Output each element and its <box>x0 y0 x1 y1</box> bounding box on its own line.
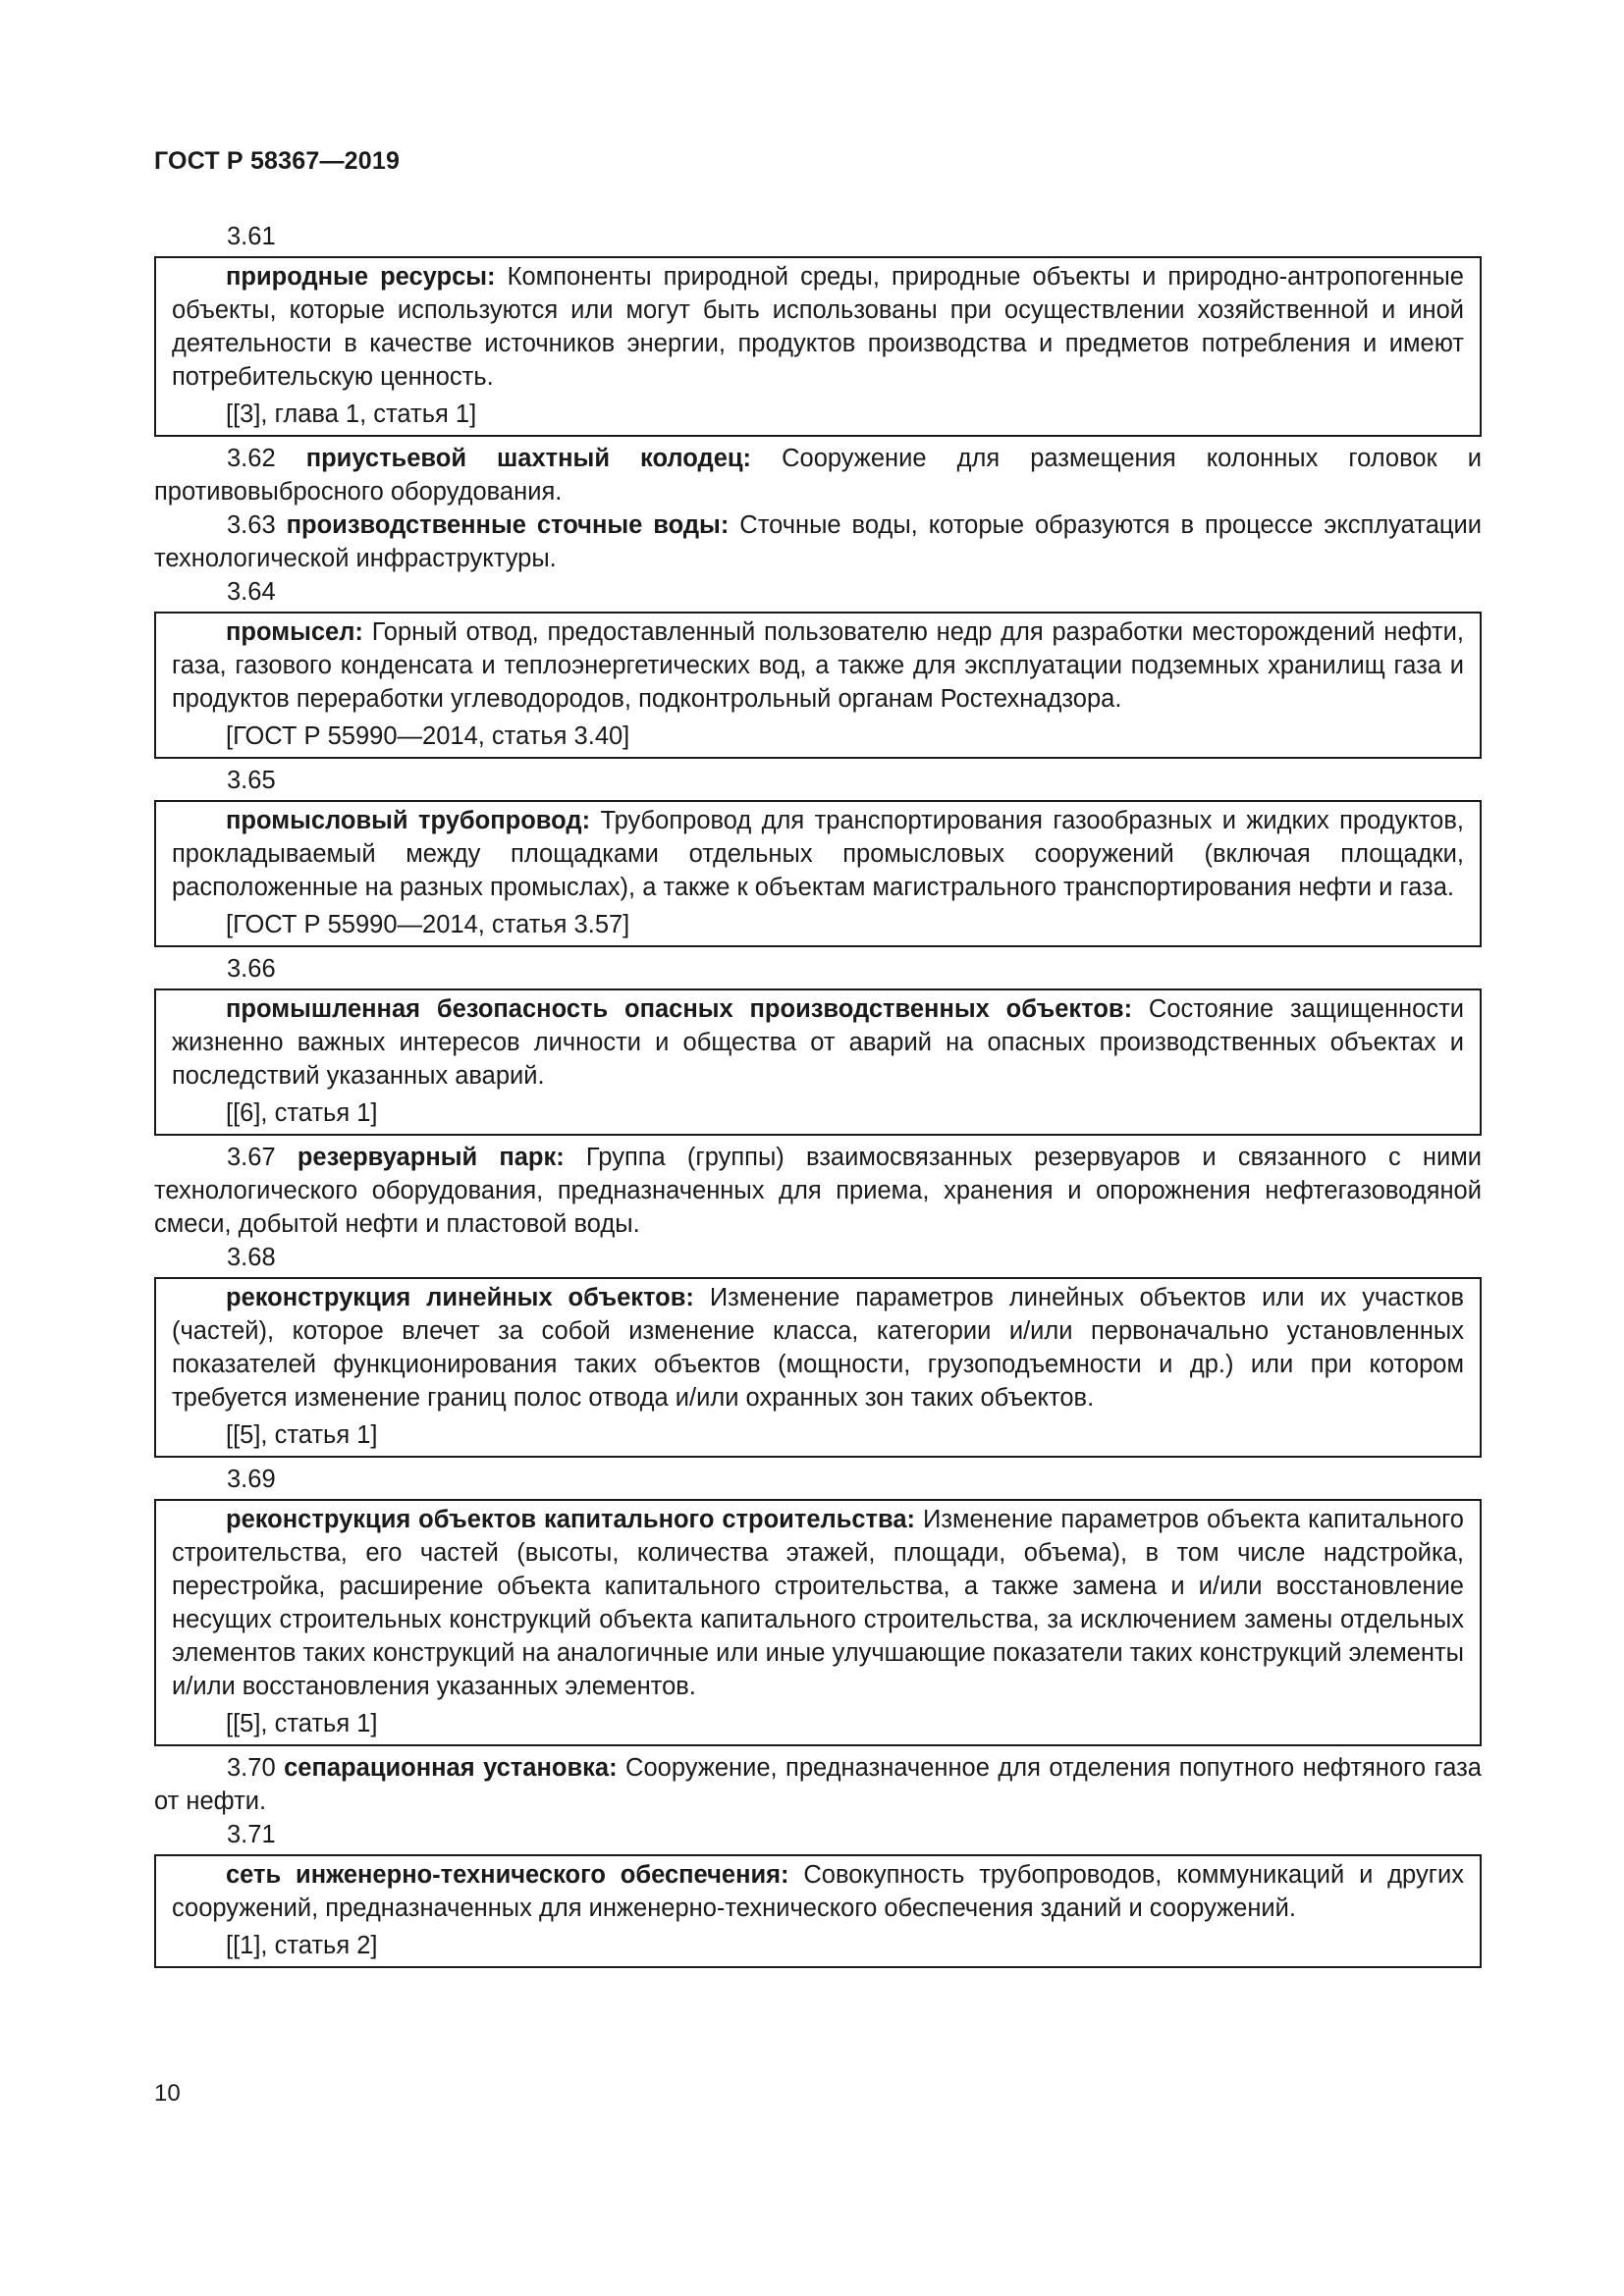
term-box <box>154 256 1482 437</box>
term-box <box>154 1499 1482 1746</box>
term-definition <box>172 260 1464 394</box>
term-paragraph <box>154 1751 1482 1818</box>
term-reference: [[3], глава 1, статья 1] <box>226 400 477 428</box>
entry-number: 3.70 <box>227 1754 276 1782</box>
definition-text: Изменение параметров линейных объектов или их участков (частей), которое влечет за собой изменение класса, категории и/или первоначально установленных показателей функционирования таких объектов (мощности, грузоподъемности и др.) или при котором требуется изменение границ полос отвода и/или охранных зон таких объектов. <box>172 1284 1465 1412</box>
terms-list <box>154 220 1482 1973</box>
term-paragraph <box>154 508 1482 575</box>
entry-number: 3.66 <box>227 955 276 983</box>
term-definition <box>172 804 1464 904</box>
document-header: ГОСТ Р 58367—2019 <box>154 147 401 175</box>
definition-text: Компоненты природной среды, природные объекты и природно-антропогенные объекты, которые используются или могут быть использованы при осуществлении хозяйственной и иной деятельности в качестве источников энергии, продуктов производства и предметов потребления и имеют потребительскую ценность. <box>172 263 1464 391</box>
term-box <box>154 988 1482 1136</box>
term-name: промысел: <box>226 618 363 646</box>
term-definition <box>172 1858 1464 1925</box>
term-name: сепарационная установка: <box>284 1754 618 1782</box>
term-name: промысловый трубопровод: <box>226 807 591 834</box>
entry-number: 3.61 <box>227 223 276 250</box>
term-box <box>154 612 1482 759</box>
definition-text: Совокупность трубопроводов, коммуникаций и других сооружений, предназначенных для инженерно-технического обеспечения зданий и сооружений. <box>172 1861 1464 1922</box>
definition-text: Изменение параметров объекта капитального строительства, его частей (высоты, количества этажей, площади, объема), в том числе надстройка, перестройка, расширение объекта капитального строительства, а также замена и и/или восстановление несущих строительных конструкций объекта капитального строительства, за исключением замены отдельных элементов таких конструкций на аналогичные или иные улучшающие показатели таких конструкций элементы и/или восстановления указанных элементов. <box>172 1506 1464 1700</box>
term-paragraph <box>154 1141 1482 1241</box>
term-name: резервуарный парк: <box>297 1144 565 1171</box>
term-reference: [[5], статья 1] <box>226 1710 378 1737</box>
page-number: 10 <box>154 2080 181 2107</box>
term-definition <box>172 615 1464 716</box>
term-reference: [[6], статья 1] <box>226 1099 378 1127</box>
term-paragraph <box>154 442 1482 508</box>
term-reference: [ГОСТ Р 55990—2014, статья 3.40] <box>226 722 630 750</box>
term-name: сеть инженерно-технического обеспечения: <box>226 1861 789 1889</box>
entry-number: 3.68 <box>227 1244 276 1271</box>
term-name: приустьевой шахтный колодец: <box>305 445 752 472</box>
term-name: производственные сточные воды: <box>286 511 730 539</box>
term-box <box>154 800 1482 947</box>
term-name: природные ресурсы: <box>226 263 496 291</box>
definition-text: Горный отвод, предоставленный пользователю недр для разработки месторождений нефти, газа, газового конденсата и теплоэнергетических вод, а также для эксплуатации подземных хранилищ газа и продуктов переработки углеводородов, подконтрольный органам Ростехнадзора. <box>172 618 1464 713</box>
definition-text: Трубопровод для транспортирования газообразных и жидких продуктов, прокладываемый между площадками отдельных промысловых сооружений (включая площадки, расположенные на разных промыслах), а также к объектам магистрального транспортирования нефти и газа. <box>172 807 1464 901</box>
entry-number: 3.63 <box>227 511 276 539</box>
term-definition <box>172 1503 1464 1703</box>
term-box <box>154 1277 1482 1458</box>
term-name: реконструкция линейных объектов: <box>226 1284 694 1311</box>
entry-number: 3.62 <box>227 445 276 472</box>
term-name: реконструкция объектов капитального строительства: <box>226 1506 916 1533</box>
entry-number: 3.65 <box>227 767 276 794</box>
term-reference: [[5], статья 1] <box>226 1421 378 1449</box>
term-reference: [[1], статья 2] <box>226 1932 378 1959</box>
term-box <box>154 1854 1482 1968</box>
entry-number: 3.71 <box>227 1821 276 1848</box>
entry-number: 3.67 <box>227 1144 276 1171</box>
entry-number: 3.64 <box>227 578 276 606</box>
definition-text: Сооружение для размещения колонных головок и противовыбросного оборудования. <box>154 445 1482 506</box>
definition-text: Группа (группы) взаимосвязанных резервуаров и связанного с ними технологического оборудования, предназначенных для приема, хранения и опорожнения нефтегазоводяной смеси, добытой нефти и пластовой воды. <box>154 1144 1482 1238</box>
term-reference: [ГОСТ Р 55990—2014, статья 3.57] <box>226 911 630 938</box>
entry-number: 3.69 <box>227 1466 276 1493</box>
definition-text: Состояние защищенности жизненно важных интересов личности и общества от аварий на опасных производственных объектах и последствий указанных аварий. <box>172 995 1464 1090</box>
term-definition <box>172 992 1464 1093</box>
definition-text: Сточные воды, которые образуются в процессе эксплуатации технологической инфраструктуры. <box>154 511 1482 572</box>
term-definition <box>172 1281 1464 1415</box>
definition-text: Сооружение, предназначенное для отделения попутного нефтяного газа от нефти. <box>154 1754 1482 1815</box>
term-name: промышленная безопасность опасных производственных объектов: <box>226 995 1133 1023</box>
